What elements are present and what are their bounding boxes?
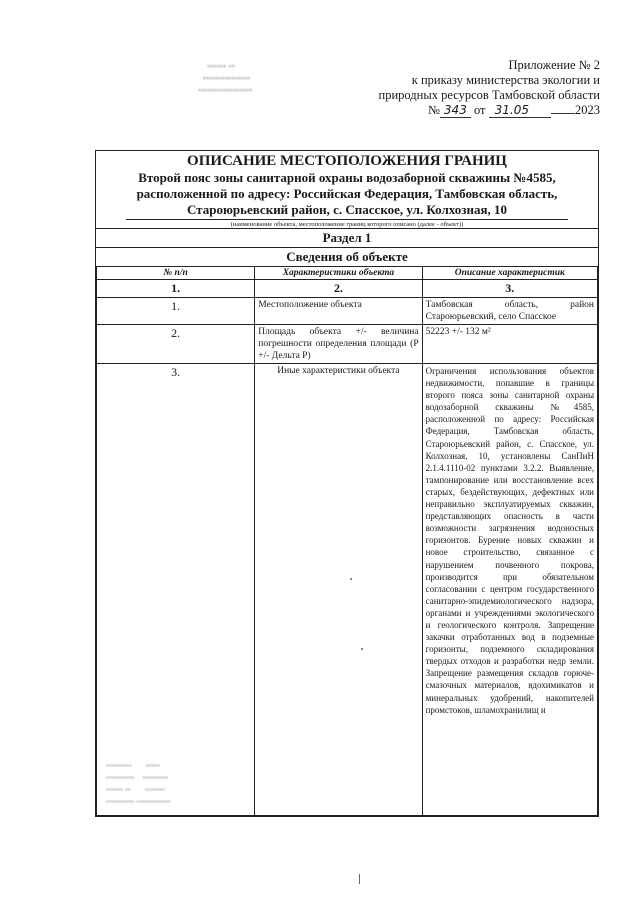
scan-mark — [359, 874, 360, 884]
row-characteristic: Местоположение объекта — [255, 298, 422, 325]
order-number-handwritten: 343 — [440, 103, 471, 118]
object-info-table — [96, 266, 598, 816]
row-number: 1. — [97, 298, 255, 325]
subtitle-line-3: Староюрьевский район, с. Спасское, ул. Колхозная, 10 — [186, 202, 508, 217]
document-title: ОПИСАНИЕ МЕСТОПОЛОЖЕНИЯ ГРАНИЦ — [187, 153, 507, 169]
scan-speck — [350, 578, 352, 580]
row-description: 52223 +/- 132 м² — [422, 325, 597, 364]
column-number-2: 2. — [255, 280, 422, 298]
row-description: Ограничения использования объектов недвижимости, попавшие в границы второго пояса зоны санитарной охраны водозаборной скважины №4585, расположенной по адресу: Российская Федерация, Тамбовская область, Староюрьевский район, с. Спасское, ул. Колхозная, 10, установлены СанПиН 2.1.4.1110-02 пунктами 3.2.2. Выявление, тампонирование или восстановление всех старых, бездействующих, дефектных или неправильно эксплуатируемых скважин, представляющих опасность в части возможности загрязнения водоносных горизонтов. Бурение новых скважин и новое строительство, связанное с нарушением почвенного покрова, производится при обязательном согласовании с центром государственного санитарно-эпидемиологического надзора, органами и учреждениями экологического и геологического контроля. Запрещение закачки отработанных вод в подземные горизонты, подземного складирования твердых отходов и разработки недр земли. Запрещение размещения складов горюче-смазочных материалов, ядохимикатов и минеральных удобрений, накопителей промстоков, шламохранилищ и — [422, 364, 597, 816]
table-row — [97, 298, 598, 325]
faded-stamp-bottom: ▪▪▪▪▪▪▪▪▪ ▪▪▪▪▪ ▪▪▪▪▪▪▪▪▪▪ ▪▪▪▪▪▪▪▪▪ ▪▪▪▪▪▪ ▪▪ ▪▪▪▪▪▪▪ ▪▪▪▪▪▪▪▪▪▪ ▪▪▪▪▪▪▪▪▪▪▪▪ — [106, 761, 171, 806]
order-date-handwritten: 31.05 — [489, 103, 551, 118]
order-number-line — [330, 103, 600, 118]
order-line-1: к приказу министерства экологии и — [411, 73, 600, 87]
subtitle-line-1: Второй пояс зоны санитарной охраны водозаборной скважины №4585, — [138, 170, 556, 185]
object-note: (наименование объекта, местоположение границ которого описано (далее - объект)) — [126, 219, 568, 228]
section-heading: Раздел 1 — [96, 228, 598, 247]
row-description: Тамбовская область, район Староюрьевский, село Спасское — [422, 298, 597, 325]
boundary-description-form — [95, 150, 599, 817]
order-year: 2023 — [575, 103, 600, 117]
table-row — [97, 364, 598, 816]
document-subtitle — [96, 170, 598, 218]
table-header-row — [97, 267, 598, 280]
header-number: № п/п — [97, 267, 255, 280]
header-description: Описание характеристик — [422, 267, 597, 280]
appendix-header — [330, 58, 600, 118]
number-prefix: № — [427, 103, 440, 117]
date-prefix: от — [473, 103, 486, 117]
order-line-2: природных ресурсов Тамбовской области — [378, 88, 600, 102]
row-number: 2. — [97, 325, 255, 364]
subtitle-line-2: расположенной по адресу: Российская Федерация, Тамбовская область, — [136, 186, 558, 201]
section-title: Сведения об объекте — [96, 247, 598, 266]
appendix-label: Приложение № 2 — [508, 58, 600, 72]
column-number-3: 3. — [422, 280, 597, 298]
scan-speck — [361, 648, 363, 650]
row-characteristic: Иные характеристики объекта — [255, 364, 422, 816]
row-characteristic: Площадь объекта +/- величина погрешности определения площади (Р +/- Дельта Р) — [255, 325, 422, 364]
faded-stamp-top: ▪▪▪▪▪▪ ▪▪ ▪▪▪▪▪▪▪▪▪▪▪▪▪▪▪ ▪▪▪▪▪▪▪▪▪▪▪▪▪▪▪▪▪ — [198, 61, 253, 95]
column-number-1: 1. — [97, 280, 255, 298]
header-characteristic: Характеристики объекта — [255, 267, 422, 280]
column-number-row — [97, 280, 598, 298]
row-number: 3. — [97, 364, 255, 816]
table-row — [97, 325, 598, 364]
